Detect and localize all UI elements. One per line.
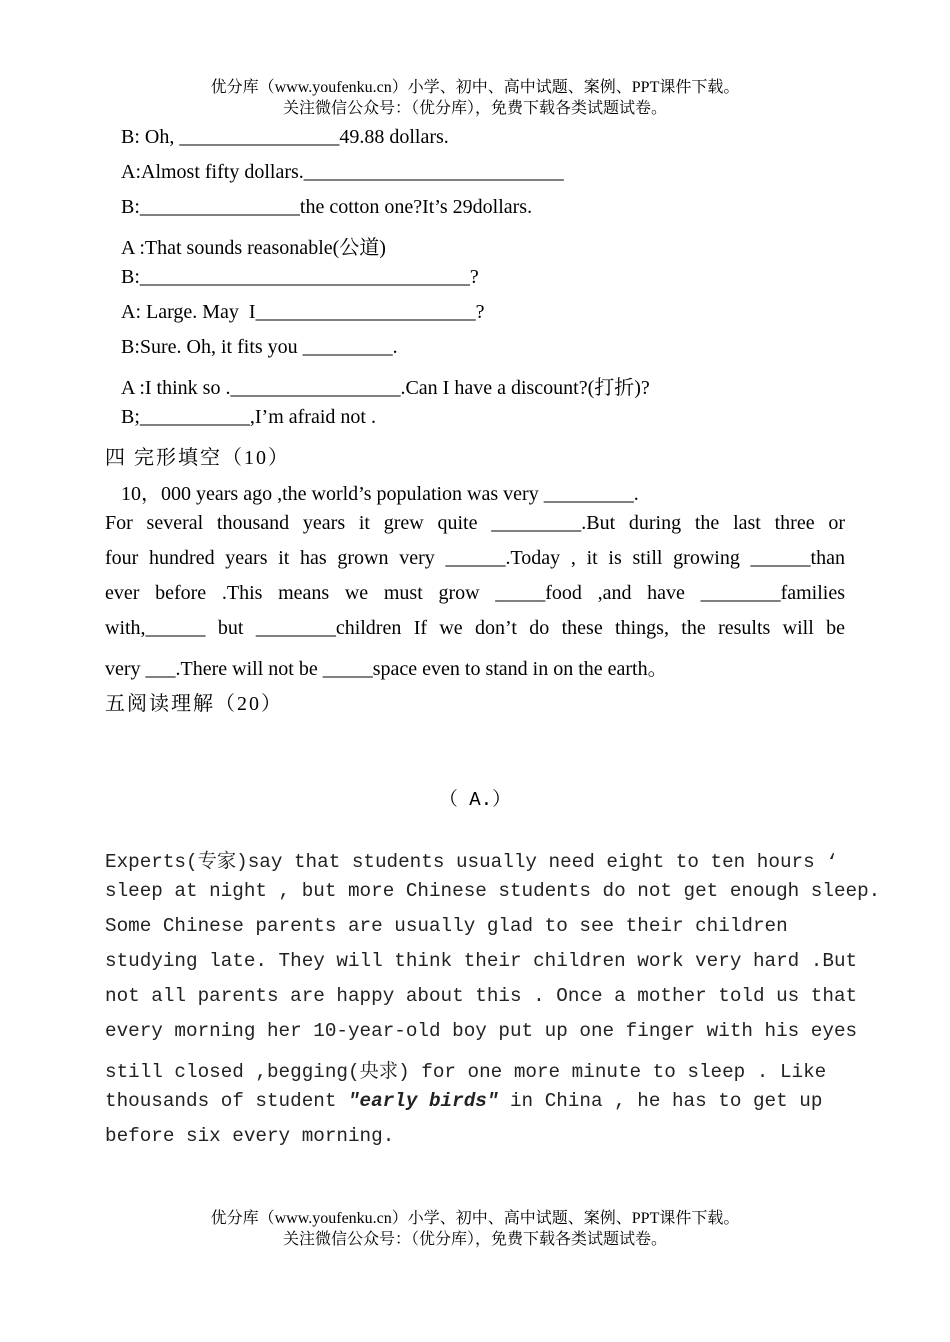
dialogue-line-3: B:________________the cotton one?It’s 29dollars. — [121, 196, 533, 218]
section-5-title: 五阅读理解（20） — [105, 693, 283, 715]
cloze-first-line: 10，000 years ago ,the world’s population was very _________. — [121, 483, 639, 505]
passage-line-7: still closed ,begging(央求) for one more minute to sleep . Like — [105, 1061, 827, 1083]
cloze-line-2: four hundred years it has grown very ______.Today , it is still growing ______than — [105, 547, 845, 569]
header-line-2: 关注微信公众号：（优分库），免费下载各类试题试卷。 — [282, 100, 667, 117]
dialogue-line-4: A :That sounds reasonable(公道) — [121, 237, 386, 259]
passage-line-8 — [105, 1090, 822, 1112]
dialogue-line-6: A: Large. May I______________________? — [121, 301, 485, 323]
dialogue-line-1: B: Oh, ________________49.88 dollars. — [121, 126, 449, 148]
dialogue-line-7: B:Sure. Oh, it fits you _________. — [121, 336, 398, 358]
cloze-last-line: very ___.There will not be _____space even to stand in on the earth。 — [105, 658, 668, 680]
cloze-line-3: ever before .This means we must grow _____food ,and have ________families — [105, 582, 845, 604]
passage-line-3: Some Chinese parents are usually glad to see their children — [105, 915, 788, 937]
dialogue-line-5: B:_________________________________? — [121, 266, 479, 288]
passage-line-6: every morning her 10-year-old boy put up one finger with his eyes — [105, 1020, 858, 1042]
passage-line-9: before six every morning. — [105, 1125, 395, 1147]
passage-line-1: Experts(专家)say that students usually need eight to ten hours ‘ — [105, 851, 838, 873]
dialogue-line-8: A :I think so ._________________.Can I have a discount?(打折)? — [121, 377, 650, 399]
dialogue-line-2: A:Almost fifty dollars.__________________________ — [121, 161, 564, 183]
passage-line-8-end: in China , he has to get up — [498, 1090, 823, 1112]
header-line-1: 优分库（www.youfenku.cn）小学、初中、高中试题、案例、PPT课件下载。 — [210, 79, 740, 96]
page-header — [0, 77, 950, 119]
passage-label: （ A.） — [438, 789, 512, 811]
cloze-line-4: with,______ but ________children If we don’t do these things, the results will be — [105, 617, 845, 639]
passage-line-5: not all parents are happy about this . Once a mother told us that — [105, 985, 858, 1007]
footer-line-2: 关注微信公众号：（优分库），免费下载各类试题试卷。 — [282, 1231, 667, 1248]
early-birds-emphasis: "early birds" — [347, 1090, 499, 1112]
passage-line-2: sleep at night , but more Chinese students do not get enough sleep. — [105, 880, 881, 902]
cloze-line-1: For several thousand years it grew quite _________.But during the last three or — [105, 512, 845, 534]
section-4-title: 四 完形填空（10） — [105, 447, 290, 469]
passage-line-4: studying late. They will think their children work very hard .But — [105, 950, 858, 972]
footer-line-1: 优分库（www.youfenku.cn）小学、初中、高中试题、案例、PPT课件下载。 — [210, 1210, 740, 1227]
page-footer — [0, 1208, 950, 1250]
passage-line-8-start: thousands of student — [105, 1090, 348, 1112]
dialogue-line-9: B;___________,I’m afraid not . — [121, 406, 376, 428]
